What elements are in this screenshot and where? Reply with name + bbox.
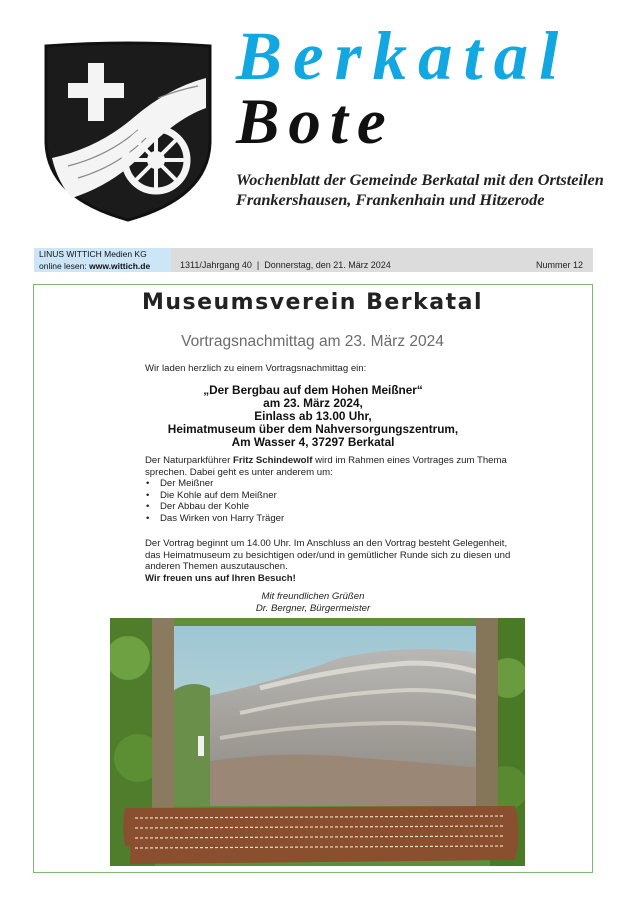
- article-paragraph-program: [145, 538, 525, 584]
- publisher-box: [34, 248, 171, 272]
- speaker-name: Fritz Schindewolf: [232, 455, 313, 466]
- online-url-link[interactable]: www.wittich.de: [89, 260, 151, 271]
- event-address: Am Wasser 4, 37297 Berkatal: [231, 435, 395, 449]
- closing-line: Wir freuen uns auf Ihren Besuch!: [145, 572, 296, 584]
- event-venue: Heimatmuseum über dem Nahversorgungszentrum,: [167, 422, 459, 436]
- list-item: • Die Kohle auf dem Meißner: [145, 490, 525, 502]
- list-item: • Der Meißner: [145, 478, 525, 490]
- issue-info: 1311/Jahrgang 40 | Donnerstag, den 21. März 2024: [180, 260, 391, 270]
- issue-number: Nummer 12: [536, 260, 584, 270]
- para1-text-before: Der Naturparkführer: [145, 455, 233, 466]
- masthead-subtitle: Wochenblatt der Gemeinde Berkatal mit den Ortsteilen Frankershausen, Frankenhain und Hitzerode: [236, 170, 604, 209]
- event-details: [145, 384, 481, 449]
- article-headline: Museumsverein Berkatal: [141, 290, 484, 315]
- article-intro: Wir laden herzlich zu einem Vortragsnachmittag ein:: [145, 363, 367, 374]
- article-paragraph-speaker: [145, 455, 525, 525]
- para1-text-after: wird im Rahmen eines Vortrages zum Thema sprechen. Dabei geht es unter anderem um:: [145, 455, 507, 478]
- article-subhead: Vortragsnachmittag am 23. März 2024: [181, 333, 444, 350]
- publisher-name: LINUS WITTICH Medien KG: [39, 249, 147, 259]
- online-label: online lesen:: [39, 260, 87, 271]
- list-item: • Der Abbau der Kohle: [145, 501, 525, 513]
- para2-text: Der Vortrag beginnt um 14.00 Uhr. Im Anschluss an den Vortrag besteht Gelegenheit, das Heimatmuseum zu besichtigen oder/und in gemütlicher Runde sich zu diesen und anderen Themen auszutauschen.: [145, 538, 511, 573]
- masthead-title-bote: Bote: [236, 86, 395, 158]
- signature: Dr. Bergner, Bürgermeister: [255, 602, 371, 614]
- event-admission: Einlass ab 13.00 Uhr,: [254, 409, 372, 423]
- info-board-photo: [110, 618, 525, 866]
- article-greeting: [145, 591, 481, 614]
- event-date: am 23. März 2024,: [263, 396, 363, 410]
- event-title: „Der Bergbau auf dem Hohen Meißner“: [203, 383, 423, 397]
- masthead-title-berkatal: Berkatal: [236, 18, 570, 94]
- list-item: • Das Wirken von Harry Träger: [145, 513, 525, 525]
- coat-of-arms-icon: [38, 38, 218, 223]
- topic-list: [145, 478, 525, 524]
- greeting-text: Mit freundlichen Grüßen: [261, 591, 365, 602]
